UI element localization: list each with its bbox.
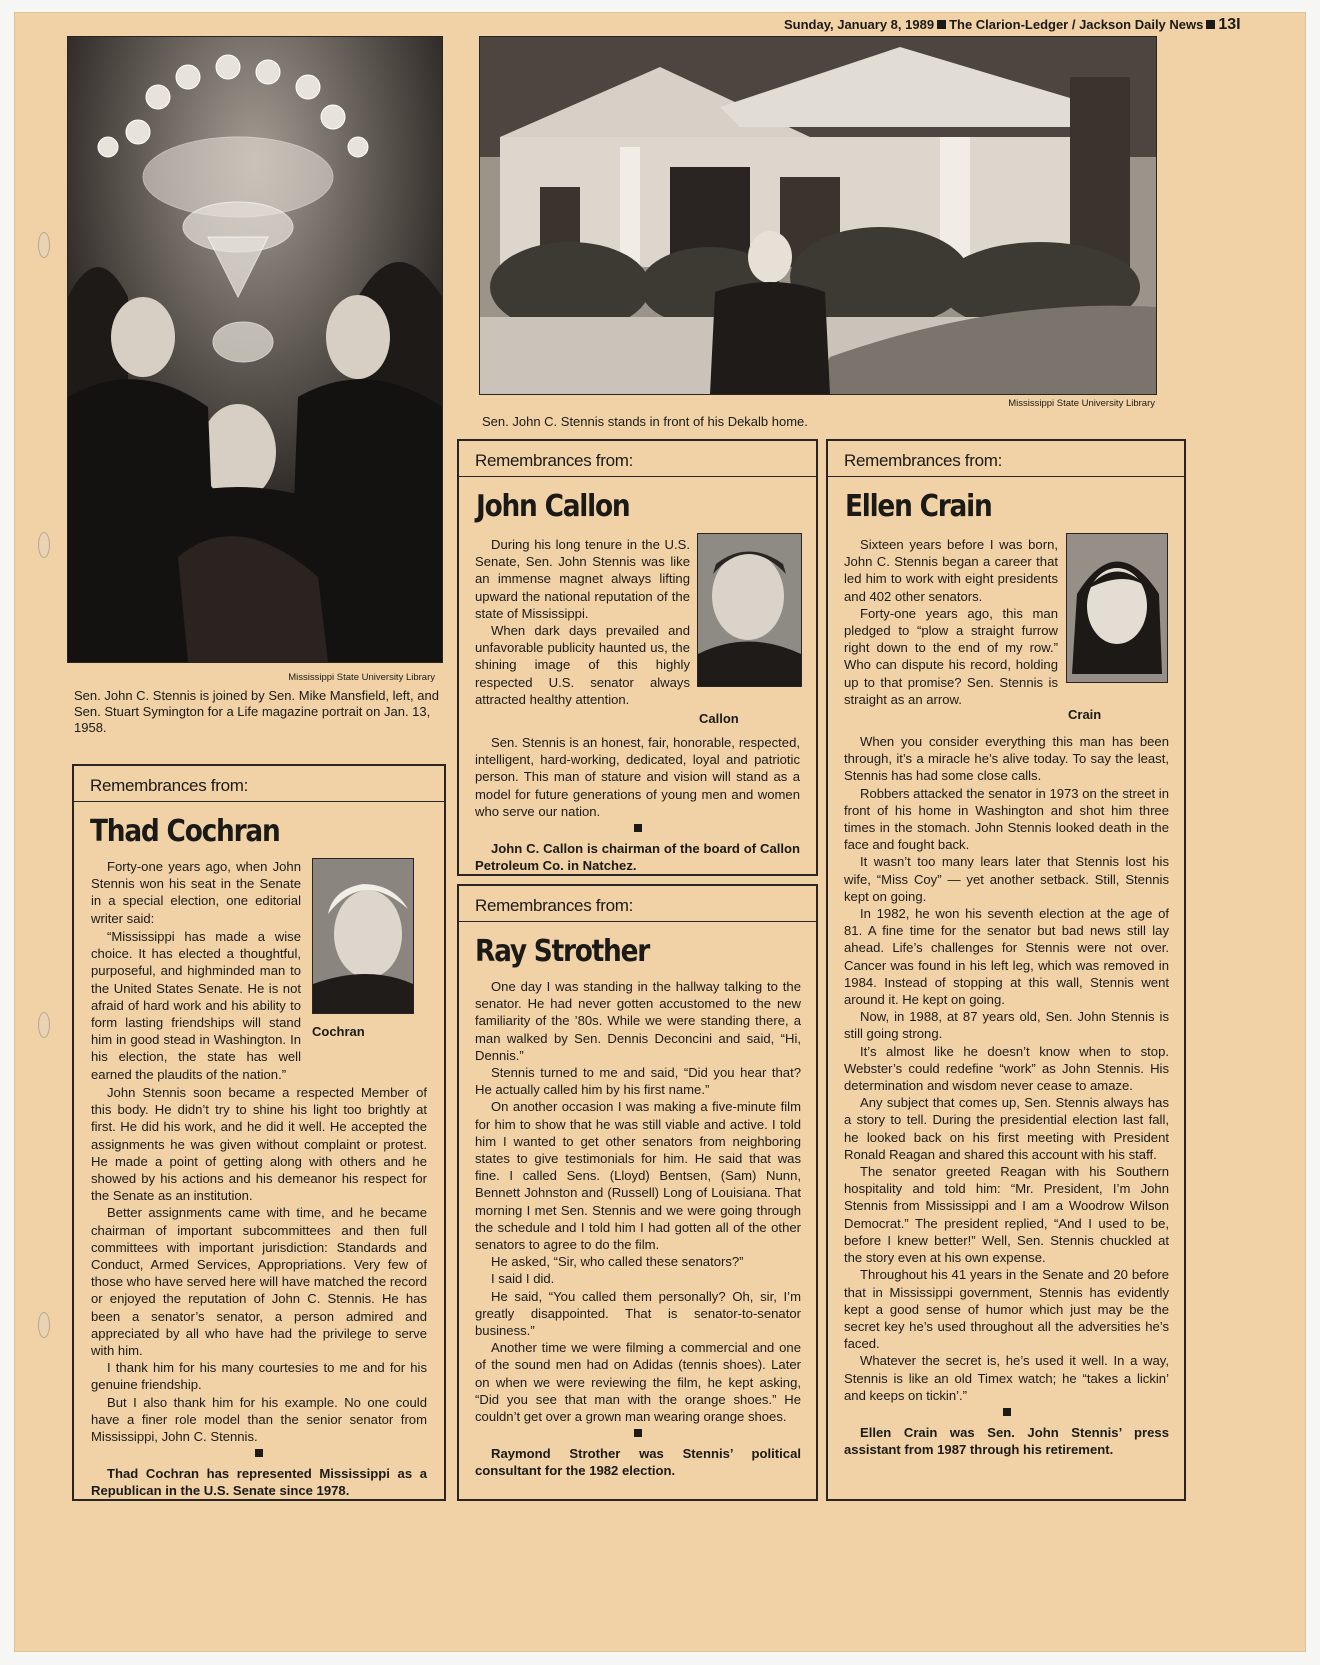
paragraph: On another occasion I was making a five-minute film for him to show that he was still viable and active. I told him I wanted to get other senators from neighboring states to give testimonials for him. He said that was fine. I called Sens. (Lloyd) Bentsen, (Sam) Nunn, Bennett Johnston and (Russell) Long of Louisiana. That morning I met Sen. Stennis and we were going through the schedule and I told him I had gotten all of the other senators to agree to do the film. bbox=[475, 1099, 801, 1253]
end-bullet bbox=[255, 1449, 263, 1457]
newspaper-name: The Clarion-Ledger / Jackson Daily News bbox=[949, 17, 1204, 32]
cochran-headshot bbox=[312, 858, 414, 1014]
paragraph: It’s almost like he doesn’t know when to stop. Webster’s could redefine “work” as John Stennis. His determination and wisdom never cease to amaze. bbox=[844, 1043, 1169, 1094]
headshot-illustration bbox=[698, 534, 801, 686]
paragraph: Forty-one years ago, when John Stennis won his seat in the Senate in a special election, one editorial writer said: bbox=[91, 859, 301, 926]
remembrance-box-callon bbox=[457, 439, 818, 876]
paragraph: John Stennis soon became a respected Member of this body. He didn’t try to shine his light too brightly at first. He did his work, and he did it well. He accepted the assignments he was given without complaint or protest. He made a point of getting along with others and he showed by his actions and his demeanor his respect for the Senate as an institution. bbox=[91, 1085, 427, 1204]
box-header: Remembrances from: bbox=[828, 441, 1184, 477]
callon-headshot bbox=[697, 533, 802, 687]
article-body bbox=[91, 1084, 427, 1500]
paragraph: Whatever the secret is, he’s used it well. In a way, Stennis is like an old Timex watch; he “takes a lickin’ and keeps on tickin’.” bbox=[844, 1353, 1169, 1403]
author-name: Ray Strother bbox=[475, 934, 650, 969]
article-body bbox=[475, 734, 800, 874]
home-illustration bbox=[480, 37, 1156, 394]
article-body bbox=[844, 536, 1058, 708]
paragraph: I said I did. bbox=[491, 1271, 555, 1287]
photo-credit: Mississippi State University Library bbox=[1008, 398, 1155, 409]
author-tagline: Ellen Crain was Sen. John Stennis’ press assistant from 1987 through his retirement. bbox=[844, 1424, 1169, 1458]
page-number: 13I bbox=[1218, 16, 1241, 33]
paragraph: Robbers attacked the senator in 1973 on the street in front of his home in Washington and shot him three times in the stomach. John Stennis looked death in the face and fought back. bbox=[844, 785, 1169, 853]
binder-hole bbox=[38, 232, 50, 258]
box-header: Remembrances from: bbox=[459, 886, 816, 922]
paragraph: He said, “You called them personally? Oh, sir, I’m greatly disappointed. That is senator-to-senator business.” bbox=[475, 1288, 801, 1339]
article-body bbox=[475, 978, 801, 1480]
portrait-illustration bbox=[68, 37, 442, 662]
senators-portrait-photo bbox=[67, 36, 443, 663]
paragraph: Throughout his 41 years in the Senate and 20 before that in Mississippi government, Stennis has evidently kept a good sense of humor which just may be the secret key he’s used throughout all the adversities he’s faced. bbox=[844, 1267, 1169, 1352]
end-bullet bbox=[634, 824, 642, 832]
paragraph: “Mississippi has made a wise choice. It has elected a thoughtful, purposeful, and highminded man to the United States Senate. He is not afraid of hard work and his ability to form lasting friendships will stand him in good stead in Washington. In his election, the state has well earned the plaudits of the nation.” bbox=[91, 929, 301, 1082]
separator-square bbox=[1206, 20, 1215, 29]
stennis-home-photo bbox=[479, 36, 1157, 395]
paragraph: Now, in 1988, at 87 years old, Sen. John Stennis is still going strong. bbox=[844, 1009, 1169, 1042]
photo-credit: Mississippi State University Library bbox=[288, 672, 435, 683]
paragraph: The senator greeted Reagan with his Southern hospitality and told him: “Mr. President, I’m John Stennis from Mississippi and I am a Woodrow Wilson Democrat.” The president replied, “And I used to be, before I knew better!” Well, Sen. Stennis chuckled at the story even at his own expense. bbox=[844, 1164, 1169, 1266]
photo-caption: Sen. John C. Stennis stands in front of his Dekalb home. bbox=[482, 414, 808, 429]
article-body bbox=[91, 928, 301, 1083]
author-name: Ellen Crain bbox=[845, 489, 992, 524]
paragraph: I thank him for his many courtesies to me and for his genuine friendship. bbox=[91, 1360, 427, 1393]
crain-headshot bbox=[1066, 533, 1168, 683]
dateline bbox=[784, 16, 1241, 34]
binder-hole bbox=[38, 532, 50, 558]
remembrance-box-strother bbox=[457, 884, 818, 1501]
paragraph: Better assignments came with time, and he became chairman of important subcommittees and then full committees with important jurisdiction: Standards and Conduct, Armed Services, Appropriations. Very few of those who have served here will have matched the record or enjoyed the reputation of John C. Stennis. He has been a senator’s senator, a person admired and appreciated by all who have had the privilege to serve with him. bbox=[91, 1205, 427, 1359]
paragraph: It wasn’t too many lears later that Stennis lost his wife, “Miss Coy” — yet another setback. Still, Stennis kept on going. bbox=[844, 854, 1169, 904]
headshot-illustration bbox=[313, 859, 413, 1013]
paragraph: Another time we were filming a commercial and one of the sound men had on Adidas (tennis shoes). Later on when we were reviewing the film, he kept asking, “Did you see that man with the orange shoes.” He couldn’t get over a grown man wearing orange shoes. bbox=[475, 1340, 801, 1425]
remembrance-box-cochran bbox=[72, 764, 446, 1501]
paragraph: Stennis turned to me and said, “Did you hear that? He actually called him by his first name.” bbox=[475, 1065, 801, 1098]
paragraph: When dark days prevailed and unfavorable publicity haunted us, the shining image of this highly respected U.S. senator always attracted healthy attention. bbox=[475, 623, 690, 707]
paragraph: When you consider everything this man has been through, it’s a miracle he’s alive today. To say the least, Stennis has had some close calls. bbox=[844, 734, 1169, 784]
article-body bbox=[844, 733, 1169, 1458]
remembrance-box-crain bbox=[826, 439, 1186, 1501]
author-tagline: Thad Cochran has represented Mississippi as a Republican in the U.S. Senate since 1978. bbox=[91, 1466, 427, 1499]
headshot-label: Callon bbox=[699, 711, 739, 726]
paragraph: Any subject that comes up, Sen. Stennis always has a story to tell. During the presidential election last fall, he looked back on his first meeting with President Ronald Reagan and shared this account with his staff. bbox=[844, 1095, 1169, 1162]
binder-hole bbox=[38, 1012, 50, 1038]
paragraph: Sixteen years before I was born, John C. Stennis began a career that led him to work with eight presidents and 402 other senators. bbox=[844, 537, 1058, 604]
article-body bbox=[91, 858, 301, 927]
box-header: Remembrances from: bbox=[459, 441, 816, 477]
paragraph: During his long tenure in the U.S. Senate, Sen. John Stennis was like an immense magnet always lifting upward the national reputation of the state of Mississippi. bbox=[475, 537, 690, 621]
paragraph: Forty-one years ago, this man pledged to “plow a straight furrow right down to the end of my row.” Who can dispute his record, holding up to that promise? Sen. Stennis is straight as an arrow. bbox=[844, 605, 1058, 707]
binder-hole bbox=[38, 1312, 50, 1338]
paragraph: In 1982, he won his seventh election at the age of 81. A fine time for the senator but bad news still lay ahead. Life’s challenges for Stennis were not over. Cancer was found in his left leg, which was removed in 1984. Instead of stopping at this wall, Stennis went around it. He kept on going. bbox=[844, 906, 1169, 1008]
headshot-label: Cochran bbox=[312, 1024, 365, 1039]
author-name: Thad Cochran bbox=[90, 814, 280, 849]
newspaper-page bbox=[14, 12, 1306, 1652]
article-body bbox=[475, 536, 690, 708]
paragraph: He asked, “Sir, who called these senators?” bbox=[491, 1254, 744, 1270]
separator-square bbox=[937, 20, 946, 29]
paragraph: Sen. Stennis is an honest, fair, honorable, respected, intelligent, hard-working, dedicated, loyal and patriotic person. This man of stature and vision will stand as a model for future generations of young men and women who serve our nation. bbox=[475, 735, 800, 819]
photo-caption: Sen. John C. Stennis is joined by Sen. Mike Mansfield, left, and Sen. Stuart Symington for a Life magazine portrait on Jan. 13, 1958. bbox=[74, 688, 439, 735]
paragraph: But I also thank him for his example. No one could have a finer role model than the senior senator from Mississippi, John C. Stennis. bbox=[91, 1394, 427, 1445]
box-header: Remembrances from: bbox=[74, 766, 444, 802]
headshot-label: Crain bbox=[1068, 707, 1102, 722]
author-name: John Callon bbox=[476, 489, 630, 524]
end-bullet bbox=[1003, 1408, 1011, 1416]
author-tagline: Raymond Strother was Stennis’ political consultant for the 1982 election. bbox=[475, 1446, 801, 1479]
paragraph: One day I was standing in the hallway talking to the senator. He had never gotten accustomed to the new familiarity of the ’80s. While we were standing there, a man walked by Sen. Dennis Deconcini and said, “Hi, Dennis.” bbox=[475, 979, 801, 1063]
headshot-illustration bbox=[1067, 534, 1167, 682]
end-bullet bbox=[634, 1429, 642, 1437]
issue-date: Sunday, January 8, 1989 bbox=[784, 17, 935, 32]
author-tagline: John C. Callon is chairman of the board of Callon Petroleum Co. in Natchez. bbox=[475, 841, 800, 874]
